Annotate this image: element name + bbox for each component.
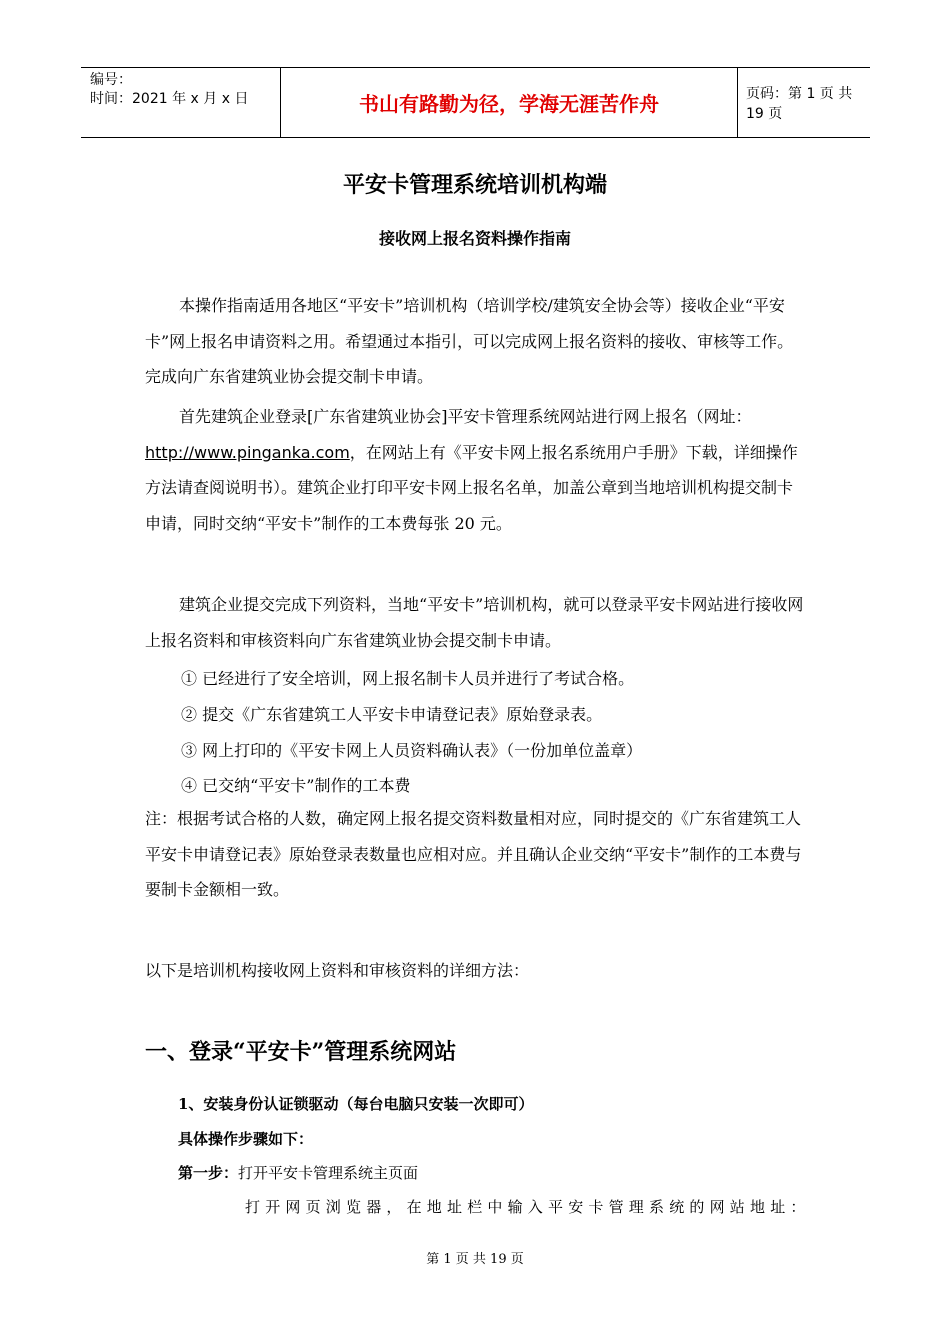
- document-subtitle: 接收网上报名资料操作指南: [378, 229, 571, 248]
- header-info-cell: [81, 68, 281, 137]
- step-1-text: 打开平安卡管理系统主页面: [238, 1164, 419, 1182]
- header-table: [81, 67, 870, 138]
- list-item-1: ① 已经进行了安全培训，网上报名制卡人员并进行了考试合格。: [181, 669, 635, 688]
- paragraph-2-text-before: 首先建筑企业登录[广东省建筑业协会]平安卡管理系统网站进行网上报名（网址：: [179, 407, 752, 426]
- time-label: 时间：2021 年 x 月 x 日: [90, 91, 249, 107]
- page-footer: 第 1 页 共 19 页: [426, 1252, 524, 1267]
- paragraph-1-text: 本操作指南适用各地区“平安卡”培训机构（培训学校/建筑安全协会等）接收企业“平安卡”网上报名申请资料之用。希望通过本指引，可以完成网上报名资料的接收、审核等工作。完成向广东省建筑业协会提交制卡申请。: [145, 296, 794, 386]
- number-label: 编号：: [90, 72, 132, 88]
- subsection-heading-1: 1、安装身份认证锁驱动（每台电脑只安装一次即可）: [178, 1095, 534, 1113]
- header-page-label: 页码：第 1 页 共 19 页: [746, 85, 853, 122]
- paragraph-1: [145, 288, 805, 395]
- paragraph-3-text: 建筑企业提交完成下列资料，当地“平安卡”培训机构，就可以登录平安卡网站进行接收网上报名资料和审核资料向广东省建筑业协会提交制卡申请。: [145, 595, 804, 650]
- note-paragraph: 注：根据考试合格的人数，确定网上报名提交资料数量相对应，同时提交的《广东省建筑工人平安卡申请登记表》原始登录表数量也应相对应。并且确认企业交纳“平安卡”制作的工本费与要制卡金额相一致。: [145, 809, 802, 899]
- step-1-label: 第一步：: [178, 1164, 239, 1182]
- list-item-3: ③ 网上打印的《平安卡网上人员资料确认表》（一份加单位盖章）: [181, 741, 643, 760]
- website-link[interactable]: http://www.pinganka.com: [145, 442, 350, 462]
- document-title: 平安卡管理系统培训机构端: [342, 172, 607, 198]
- list-item-4: ④ 已交纳“平安卡”制作的工本费: [181, 776, 411, 795]
- paragraph-2-text-after: ，在网站上有《平安卡网上报名系统用户手册》下载，详细操作方法请查阅说明书）。建筑企业打印平安卡网上报名名单，加盖公章到当地培训机构提交制卡申请，同时交纳“平安卡”制作的工本费每张 20 元。: [145, 442, 798, 533]
- intro-line: 以下是培训机构接收网上资料和审核资料的详细方法：: [145, 961, 530, 980]
- step-1-line: [178, 1162, 418, 1183]
- section-heading-1: 一、登录“平安卡”管理系统网站: [145, 1039, 457, 1065]
- step-1-description: 打开网页浏览器，在地址栏中输入平安卡管理系统的网站地址：: [245, 1198, 811, 1216]
- paragraph-2: [145, 399, 805, 541]
- paragraph-3: [145, 587, 805, 658]
- steps-label: 具体操作步骤如下：: [178, 1130, 314, 1148]
- list-item-2: ② 提交《广东省建筑工人平安卡申请登记表》原始登录表。: [181, 705, 603, 724]
- header-motto: 书山有路勤为径，学海无涯苦作舟: [281, 68, 738, 137]
